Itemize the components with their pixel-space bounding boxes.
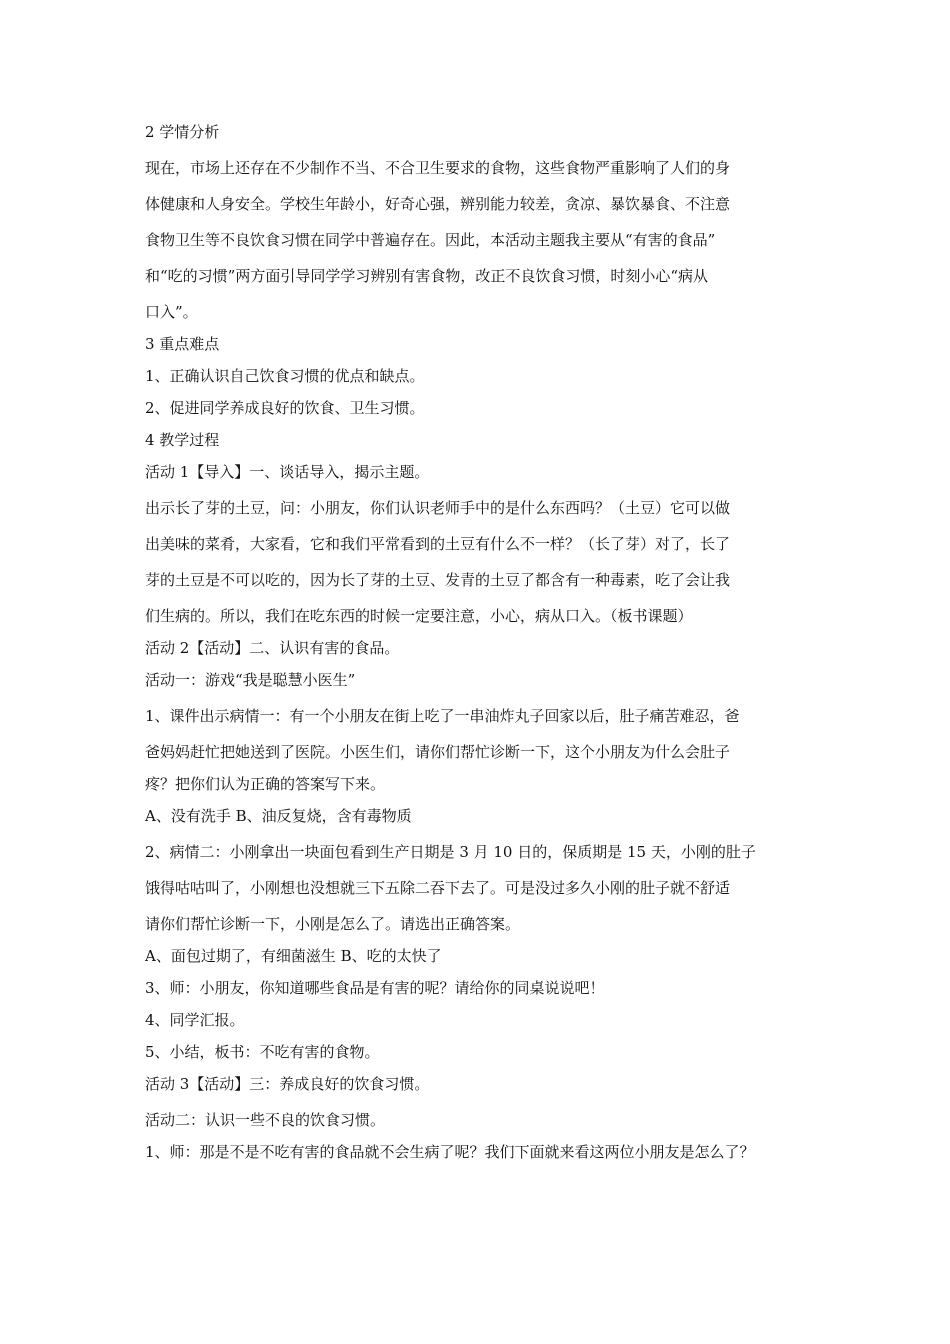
paragraph-line: 疼？把你们认为正确的答案写下来。 <box>145 775 386 793</box>
section-heading-key-points: 3 重点难点 <box>145 335 220 353</box>
activity-heading: 活动 1【导入】一、谈话导入，揭示主题。 <box>145 463 430 481</box>
activity-subheading: 活动一：游戏“我是聪慧小医生” <box>145 671 356 689</box>
paragraph-line: 出美味的菜肴，大家看，它和我们平常看到的土豆有什么不一样？（长了芽）对了，长了 <box>145 535 731 553</box>
paragraph-line: 请你们帮忙诊断一下，小刚是怎么了。请选出正确答案。 <box>145 915 521 933</box>
list-item: 2、促进同学养成良好的饮食、卫生习惯。 <box>145 399 425 417</box>
section-heading-analysis: 2 学情分析 <box>145 123 220 141</box>
paragraph-line: 芽的土豆是不可以吃的，因为长了芽的土豆、发青的土豆了都含有一种毒素，吃了会让我 <box>145 571 731 589</box>
paragraph-line: 1、师：那是不是不吃有害的食品就不会生病了呢？我们下面就来看这两位小朋友是怎么了？ <box>145 1143 755 1161</box>
paragraph-line: 和“吃的习惯”两方面引导同学学习辨别有害食物，改正不良饮食习惯，时刻小心“病从 <box>145 267 709 285</box>
paragraph-line: 2、病情二：小刚拿出一块面包看到生产日期是 3 月 10 日的，保质期是 15 天，小刚的肚子 <box>145 843 756 861</box>
list-item: 5、小结，板书：不吃有害的食物。 <box>145 1043 380 1061</box>
paragraph-line: 1、课件出示病情一：有一个小朋友在街上吃了一串油炸丸子回家以后，肚子痛苦难忍，爸 <box>145 707 740 725</box>
paragraph-line: 体健康和人身安全。学校生年龄小，好奇心强，辨别能力较差，贪凉、暴饮暴食、不注意 <box>145 195 731 213</box>
paragraph-line: 现在，市场上还存在不少制作不当、不合卫生要求的食物，这些食物严重影响了人们的身 <box>145 159 731 177</box>
document-page <box>145 122 820 1162</box>
paragraph-line: 爸妈妈赶忙把她送到了医院。小医生们，请你们帮忙诊断一下，这个小朋友为什么会肚子 <box>145 743 731 761</box>
paragraph-line: 口入”。 <box>145 303 198 321</box>
list-item: 4、同学汇报。 <box>145 1011 245 1029</box>
list-item: 1、正确认识自己饮食习惯的优点和缺点。 <box>145 367 425 385</box>
activity-subheading: 活动二：认识一些不良的饮食习惯。 <box>145 1111 386 1129</box>
list-item: 3、师：小朋友，你知道哪些食品是有害的呢？请给你的同桌说说吧！ <box>145 979 605 997</box>
paragraph-line: 饿得咕咕叫了，小刚想也没想就三下五除二吞下去了。可是没过多久小刚的肚子就不舒适 <box>145 879 731 897</box>
answer-options: A、没有洗手 B、油反复烧，含有毒物质 <box>145 807 412 825</box>
paragraph-line: 食物卫生等不良饮食习惯在同学中普遍存在。因此，本活动主题我主要从“有害的食品” <box>145 231 716 249</box>
activity-heading: 活动 3【活动】三：养成良好的饮食习惯。 <box>145 1075 430 1093</box>
answer-options: A、面包过期了，有细菌滋生 B、吃的太快了 <box>145 947 442 965</box>
paragraph-line: 们生病的。所以，我们在吃东西的时候一定要注意，小心，病从口入。（板书课题） <box>145 607 693 625</box>
activity-heading: 活动 2【活动】二、认识有害的食品。 <box>145 639 400 657</box>
section-heading-process: 4 教学过程 <box>145 431 220 449</box>
paragraph-line: 出示长了芽的土豆，问：小朋友，你们认识老师手中的是什么东西吗？（土豆）它可以做 <box>145 499 731 517</box>
